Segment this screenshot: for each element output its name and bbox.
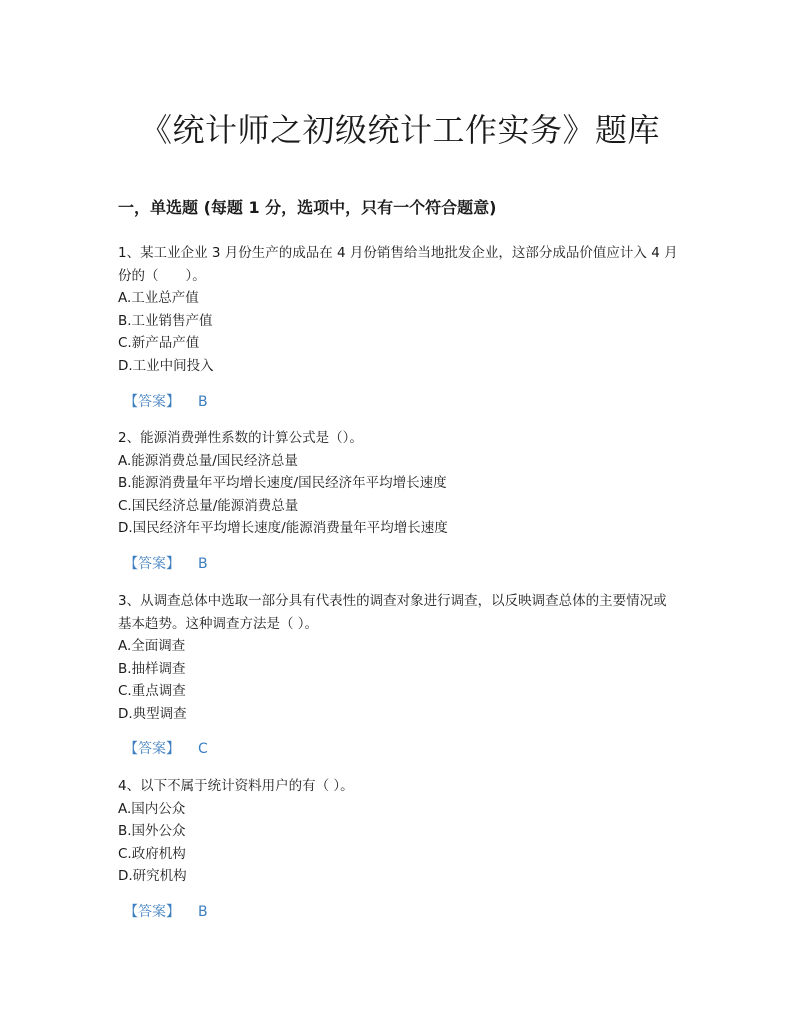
- question-stem: 3、从调查总体中选取一部分具有代表性的调查对象进行调查，以反映调查总体的主要情况或基本趋势。这种调查方法是（ ）。: [118, 593, 667, 632]
- option-c: C.重点调查: [118, 683, 186, 699]
- question-stem: 4、以下不属于统计资料用户的有（ ）。: [118, 778, 354, 794]
- section-title: 一，单选题 (每题 1 分，选项中，只有一个符合题意): [118, 198, 497, 217]
- answer-4: [124, 901, 208, 923]
- answer-value: B: [198, 904, 208, 920]
- option-c: C.国民经济总量/能源消费总量: [118, 497, 299, 514]
- question-3: [118, 590, 678, 725]
- option-c: C.政府机构: [118, 845, 186, 862]
- option-d: D.典型调查: [118, 705, 187, 722]
- answer-2: [124, 553, 208, 575]
- answer-value: B: [198, 394, 208, 410]
- answer-label: 【答案】: [124, 556, 180, 572]
- option-b: B.抽样调查: [118, 660, 186, 677]
- option-b: B.国外公众: [118, 823, 186, 839]
- question-4: [118, 775, 678, 888]
- answer-label: 【答案】: [124, 741, 180, 757]
- answer-1: [124, 391, 208, 413]
- option-a: A.工业总产值: [118, 290, 199, 306]
- page-title: 《统计师之初级统计工作实务》题库: [139, 111, 660, 149]
- option-d: D.工业中间投入: [118, 357, 214, 374]
- answer-3: [124, 738, 208, 760]
- question-stem: 2、能源消费弹性系数的计算公式是（）。: [118, 430, 363, 446]
- answer-value: C: [198, 741, 208, 757]
- question-stem: 1、某工业企业 3 月份生产的成品在 4 月份销售给当地批发企业，这部分成品价值应计入 4 月份的（ ）。: [118, 245, 678, 284]
- answer-value: B: [198, 556, 208, 572]
- question-2: [118, 427, 678, 540]
- question-1: [118, 242, 678, 377]
- option-c: C.新产品产值: [118, 335, 200, 351]
- option-d: D.研究机构: [118, 868, 187, 884]
- option-a: A.能源消费总量/国民经济总量: [118, 452, 298, 469]
- answer-label: 【答案】: [124, 394, 180, 410]
- option-b: B.工业销售产值: [118, 312, 213, 329]
- option-b: B.能源消费量年平均增长速度/国民经济年平均增长速度: [118, 475, 447, 491]
- answer-label: 【答案】: [124, 904, 180, 920]
- option-a: A.国内公众: [118, 800, 186, 817]
- option-d: D.国民经济年平均增长速度/能源消费量年平均增长速度: [118, 520, 448, 536]
- option-a: A.全面调查: [118, 638, 186, 654]
